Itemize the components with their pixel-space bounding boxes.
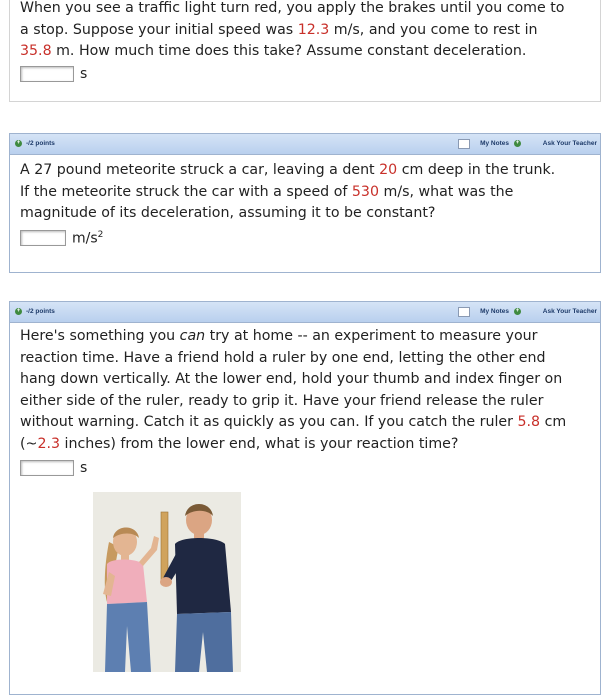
question-header — [10, 134, 600, 155]
question-text-segment: magnitude of its deceleration, assuming it to be constant? — [20, 205, 436, 221]
question-line — [20, 412, 566, 434]
my-notes-link[interactable]: My Notes — [480, 308, 509, 315]
question-text-segment: m. How much time does this take? Assume constant deceleration. — [51, 43, 527, 59]
question-text-segment: m/s, and you come to rest in — [329, 21, 538, 38]
answer-input[interactable] — [20, 230, 66, 246]
question-line — [20, 0, 564, 20]
ask-teacher-link[interactable]: Ask Your Teacher — [542, 140, 597, 147]
answer-input[interactable] — [20, 460, 74, 476]
points-label: -/2 points — [26, 308, 55, 315]
question-1 — [9, 0, 601, 102]
highlighted-value: 20 — [379, 162, 398, 178]
question-text-segment: Here's something you — [20, 328, 180, 344]
question-3 — [9, 301, 601, 695]
answer-unit: s — [80, 66, 88, 82]
ruler-drop-illustration — [93, 492, 241, 672]
answer-unit-exponent: 2 — [97, 229, 104, 240]
question-text-segment: (~ — [20, 435, 38, 452]
question-line — [20, 369, 566, 391]
question-text-segment: inches) from the lower end, what is your reaction time? — [60, 435, 459, 452]
question-text-segment: hang down vertically. At the lower end, hold your thumb and index finger on — [20, 371, 563, 387]
notebook-icon[interactable] — [458, 307, 470, 317]
answer-row — [20, 460, 87, 476]
highlighted-value: 12.3 — [297, 21, 330, 38]
question-line — [20, 434, 566, 456]
reaction-time-photo — [93, 492, 241, 672]
question-text-segment: without warning. Catch it as quickly as you can. If you catch the ruler — [20, 414, 518, 430]
question-line — [20, 20, 564, 42]
highlighted-value: 2.3 — [37, 435, 61, 452]
question-text-segment: a stop. Suppose your initial speed was — [20, 21, 298, 38]
question-line — [20, 326, 566, 348]
question-text-segment: If the meteorite struck the car with a speed of — [20, 183, 352, 200]
question-line — [20, 348, 566, 370]
notebook-icon[interactable] — [458, 139, 470, 149]
question-2 — [9, 133, 601, 273]
question-line — [20, 391, 566, 413]
question-text-segment: cm deep in the trunk. — [397, 162, 556, 178]
question-text — [20, 326, 566, 455]
question-line — [20, 160, 555, 182]
question-text-segment: can — [179, 328, 206, 344]
my-notes-link[interactable]: My Notes — [480, 140, 509, 147]
question-line — [20, 182, 555, 204]
question-text-segment: cm — [540, 414, 567, 430]
question-text-segment: m/s, what was the — [378, 183, 514, 200]
question-text-segment: A 27 pound meteorite struck a car, leaving a dent — [20, 162, 380, 178]
question-text-segment: reaction time. Have a friend hold a ruler by one end, letting the other end — [20, 349, 546, 366]
points-label: -/2 points — [26, 140, 55, 147]
question-line — [20, 203, 555, 225]
plus-circle-icon[interactable]: + — [16, 308, 21, 314]
ask-teacher-link[interactable]: Ask Your Teacher — [542, 308, 597, 315]
question-text — [20, 160, 555, 225]
question-text — [20, 0, 564, 63]
highlighted-value: 35.8 — [20, 43, 52, 59]
question-header — [10, 302, 600, 323]
answer-row — [20, 66, 87, 82]
highlighted-value: 5.8 — [517, 414, 541, 430]
answer-row — [20, 230, 103, 246]
highlighted-value: 530 — [351, 183, 379, 200]
question-text-segment: either side of the ruler, ready to grip it. Have your friend release the ruler — [20, 392, 544, 409]
plus-circle-icon[interactable]: + — [515, 308, 520, 314]
question-text-segment: try at home -- an experiment to measure your — [205, 328, 538, 344]
question-line — [20, 41, 564, 63]
question-text-segment: When you see a traffic light turn red, you apply the brakes until you come to — [20, 0, 565, 16]
answer-input[interactable] — [20, 66, 74, 82]
answer-unit — [72, 230, 103, 247]
plus-circle-icon[interactable]: + — [16, 140, 21, 146]
answer-unit-base: m/s — [72, 230, 98, 247]
plus-circle-icon[interactable]: + — [515, 140, 520, 146]
answer-unit: s — [80, 460, 88, 476]
